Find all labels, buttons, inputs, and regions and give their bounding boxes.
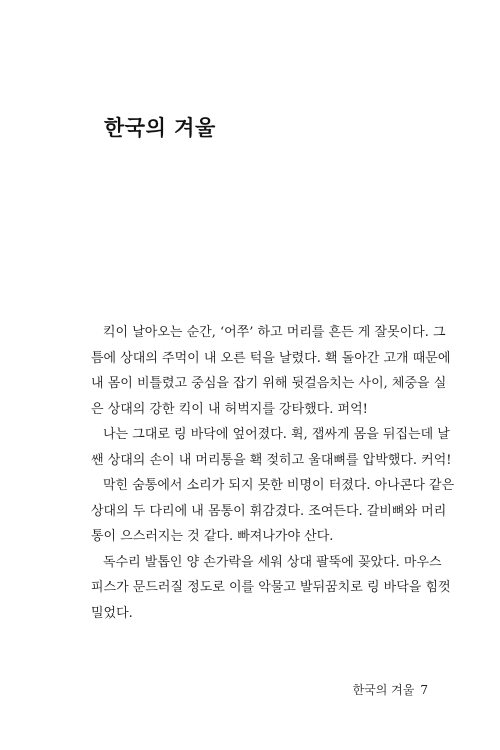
body-line: 내 몸이 비틀렸고 중심을 잡기 위해 뒷걸음치는 사이, 체중을 실: [91, 376, 447, 391]
body-line: 쌘 상대의 손이 내 머리통을 홱 젖히고 울대뼈를 압박했다. 커억!: [91, 452, 452, 468]
body-line: 독수리 발톱인 양 손가락을 세워 상대 팔뚝에 꽂았다. 마우스: [103, 554, 442, 570]
chapter-title: 한국의 겨울: [104, 116, 216, 140]
page-number: 7: [420, 683, 428, 697]
running-footer: [353, 681, 428, 698]
body-line: 틈에 상대의 주먹이 내 오른 턱을 날렸다. 홱 돌아간 고개 때문에: [91, 350, 451, 366]
body-line: 피스가 문드러질 정도로 이를 악물고 발뒤꿈치로 링 바닥을 힘껏: [91, 580, 451, 595]
running-title: 한국의 겨울: [352, 683, 415, 697]
body-line: 은 상대의 강한 킥이 내 허벅지를 강타했다. 퍼억!: [91, 401, 368, 417]
body-line: 상대의 두 다리에 내 몸통이 휘감겼다. 조여든다. 갈비뼈와 머리: [91, 503, 447, 519]
body-line: 나는 그대로 링 바닥에 엎어졌다. 휙, 잽싸게 몸을 뒤집는데 날: [103, 427, 450, 442]
body-line: 통이 으스러지는 것 같다. 빠져나가야 산다.: [91, 529, 334, 544]
body-line: 킥이 날아오는 순간, ‘어쭈’ 하고 머리를 흔든 게 잘못이다. 그: [103, 325, 446, 340]
body-line: 막힌 숨통에서 소리가 되지 못한 비명이 터졌다. 아나콘다 같은: [103, 478, 455, 493]
body-text: [91, 320, 455, 626]
body-line: 밀었다.: [91, 605, 133, 621]
